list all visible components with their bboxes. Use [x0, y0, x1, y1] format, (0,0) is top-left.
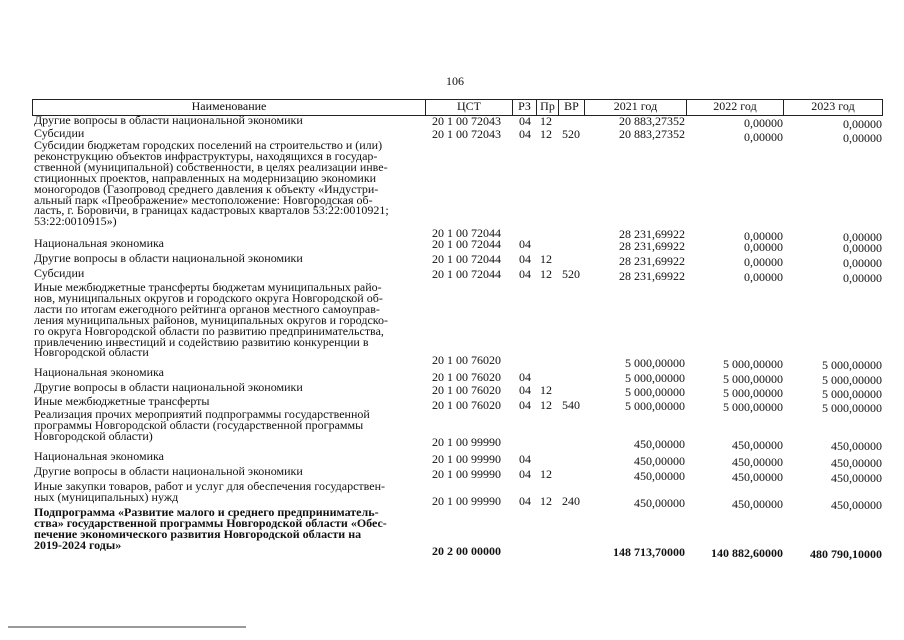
row-vr: 520	[562, 127, 580, 141]
row-name: Реализация прочих мероприятий подпрограммы государственной программы Новгородской области (государственной программы Новгородской области)	[34, 407, 370, 443]
header-2022: 2022 год	[713, 99, 757, 113]
header-rz: РЗ	[518, 99, 531, 113]
row-2021: 450,00000	[634, 496, 685, 510]
row-rz: 04	[519, 370, 531, 384]
row-2023: 480 790,10000	[810, 547, 882, 561]
header-2021: 2021 год	[613, 99, 658, 113]
row-pr: 12	[540, 467, 552, 481]
row-rz: 04	[519, 237, 531, 251]
row-2022: 5 000,00000	[723, 372, 783, 386]
row-name: Национальная экономика	[34, 449, 164, 463]
row-csr: 20 1 00 72044	[432, 237, 501, 251]
row-name: Субсидии	[34, 266, 85, 280]
page-bottom-divider	[8, 626, 246, 628]
row-rz: 04	[519, 267, 531, 281]
row-2023: 450,00000	[831, 439, 882, 453]
row-2021: 450,00000	[634, 437, 685, 451]
row-name: Иные закупки товаров, работ и услуг для обеспечения государствен- ных (муниципальных) нужд	[34, 479, 385, 504]
row-2022: 450,00000	[732, 497, 783, 511]
row-name: Подпрограмма «Развитие малого и среднего предприниматель- ства» государственной программы Новгородской области «Обес- печение экономического развития Новгородской области на 2019-2024 годы»	[34, 505, 387, 552]
row-2022: 450,00000	[732, 438, 783, 452]
row-2022: 0,00000	[744, 240, 783, 254]
row-pr: 12	[540, 383, 552, 397]
row-pr: 12	[540, 114, 552, 128]
row-2022: 0,00000	[744, 255, 783, 269]
row-csr: 20 1 00 76020	[432, 398, 501, 412]
row-2022: 0,00000	[744, 130, 783, 144]
row-csr: 20 1 00 72044	[432, 226, 501, 240]
row-2021: 20 883,27352	[619, 127, 685, 141]
row-rz: 04	[519, 452, 531, 466]
row-2022: 5 000,00000	[723, 386, 783, 400]
row-2021: 5 000,00000	[625, 356, 685, 370]
row-pr: 12	[540, 127, 552, 141]
row-2022: 450,00000	[732, 455, 783, 469]
row-pr: 12	[540, 252, 552, 266]
row-2023: 0,00000	[843, 256, 882, 270]
page-number: 106	[446, 74, 464, 88]
row-csr: 20 1 00 76020	[432, 383, 501, 397]
row-2021: 450,00000	[634, 454, 685, 468]
row-2021: 148 713,70000	[613, 545, 685, 559]
row-rz: 04	[519, 383, 531, 397]
row-csr: 20 1 00 99990	[432, 435, 501, 449]
row-2022: 450,00000	[732, 470, 783, 484]
row-pr: 12	[540, 267, 552, 281]
row-2023: 0,00000	[843, 131, 882, 145]
row-name: Другие вопросы в области национальной экономики	[34, 464, 303, 478]
row-csr: 20 1 00 72044	[432, 267, 501, 281]
row-pr: 12	[540, 494, 552, 508]
row-name: Другие вопросы в области национальной экономики	[34, 113, 303, 127]
row-rz: 04	[519, 114, 531, 128]
row-2021: 5 000,00000	[625, 385, 685, 399]
row-2021: 5 000,00000	[625, 371, 685, 385]
row-rz: 04	[519, 127, 531, 141]
row-2023: 0,00000	[843, 271, 882, 285]
row-csr: 20 1 00 99990	[432, 494, 501, 508]
row-2021: 28 231,69922	[619, 227, 685, 241]
row-2023: 450,00000	[831, 471, 882, 485]
row-rz: 04	[519, 252, 531, 266]
row-2023: 450,00000	[831, 456, 882, 470]
row-pr: 12	[540, 398, 552, 412]
row-vr: 540	[562, 398, 580, 412]
row-2022: 0,00000	[744, 270, 783, 284]
row-2021: 28 231,69922	[619, 239, 685, 253]
row-name: Другие вопросы в области национальной экономики	[34, 380, 303, 394]
row-2022: 5 000,00000	[723, 357, 783, 371]
row-2022: 5 000,00000	[723, 400, 783, 414]
row-name: Национальная экономика	[34, 365, 164, 379]
row-csr: 20 1 00 72043	[432, 114, 501, 128]
row-2021: 28 231,69922	[619, 269, 685, 283]
header-csr: ЦСТ	[457, 99, 481, 113]
row-2023: 5 000,00000	[822, 387, 882, 401]
row-2021: 28 231,69922	[619, 254, 685, 268]
row-csr: 20 2 00 00000	[432, 544, 501, 558]
header-name: Наименование	[191, 99, 267, 113]
row-2023: 0,00000	[843, 241, 882, 255]
header-pr: Пр	[540, 99, 555, 113]
row-2023: 450,00000	[831, 498, 882, 512]
row-vr: 240	[562, 494, 580, 508]
row-name: Субсидии бюджетам городских поселений на строительство и (или) реконструкцию объектов инфраструктуры, находящихся в государ- ственной (муниципальной) собственности, в целях реализации инве- стиционных проектов, направленных на модернизацию экономики моногородов (Газопровод среднего давления к объекту «Индустри- альный парк «Преображение» местоположение: Новгородская об- ласть, г. Боровичи, в границах кадастровых кварталов 53:22:0010921; 53:22:0010915»)	[34, 138, 389, 229]
row-2021: 450,00000	[634, 469, 685, 483]
column-divider	[882, 99, 883, 115]
row-csr: 20 1 00 99990	[432, 452, 501, 466]
row-2023: 0,00000	[843, 117, 882, 131]
row-2021: 20 883,27352	[619, 114, 685, 128]
row-2022: 140 882,60000	[711, 546, 783, 560]
row-2022: 0,00000	[744, 229, 783, 243]
row-name: Субсидии	[34, 126, 85, 140]
row-csr: 20 1 00 76020	[432, 353, 501, 367]
row-csr: 20 1 00 72043	[432, 127, 501, 141]
row-name: Иные межбюджетные трансферты	[34, 394, 210, 408]
row-csr: 20 1 00 76020	[432, 370, 501, 384]
row-2023: 5 000,00000	[822, 358, 882, 372]
row-vr: 520	[562, 267, 580, 281]
row-2023: 5 000,00000	[822, 401, 882, 415]
row-rz: 04	[519, 398, 531, 412]
header-vr: ВР	[564, 99, 579, 113]
row-rz: 04	[519, 494, 531, 508]
row-name: Национальная экономика	[34, 236, 164, 250]
row-name: Другие вопросы в области национальной экономики	[34, 251, 303, 265]
row-2023: 0,00000	[843, 230, 882, 244]
row-2022: 0,00000	[744, 116, 783, 130]
row-csr: 20 1 00 72044	[432, 252, 501, 266]
row-csr: 20 1 00 99990	[432, 467, 501, 481]
row-2023: 5 000,00000	[822, 373, 882, 387]
header-2023: 2023 год	[811, 99, 855, 113]
row-rz: 04	[519, 467, 531, 481]
row-name: Иные межбюджетные трансферты бюджетам муниципальных райо- нов, муниципальных округов и городского округа Новгородской об- ласти по итогам ежегодного рейтинга органов местного самоуправ- ления муниципальных районов, муниципальных округов и городско- го округа Новгородской области по развитию предпринимательства, привлечению инвестиций и содействию развитию конкуренции в Новгородской области	[34, 280, 388, 360]
row-2021: 5 000,00000	[625, 399, 685, 413]
